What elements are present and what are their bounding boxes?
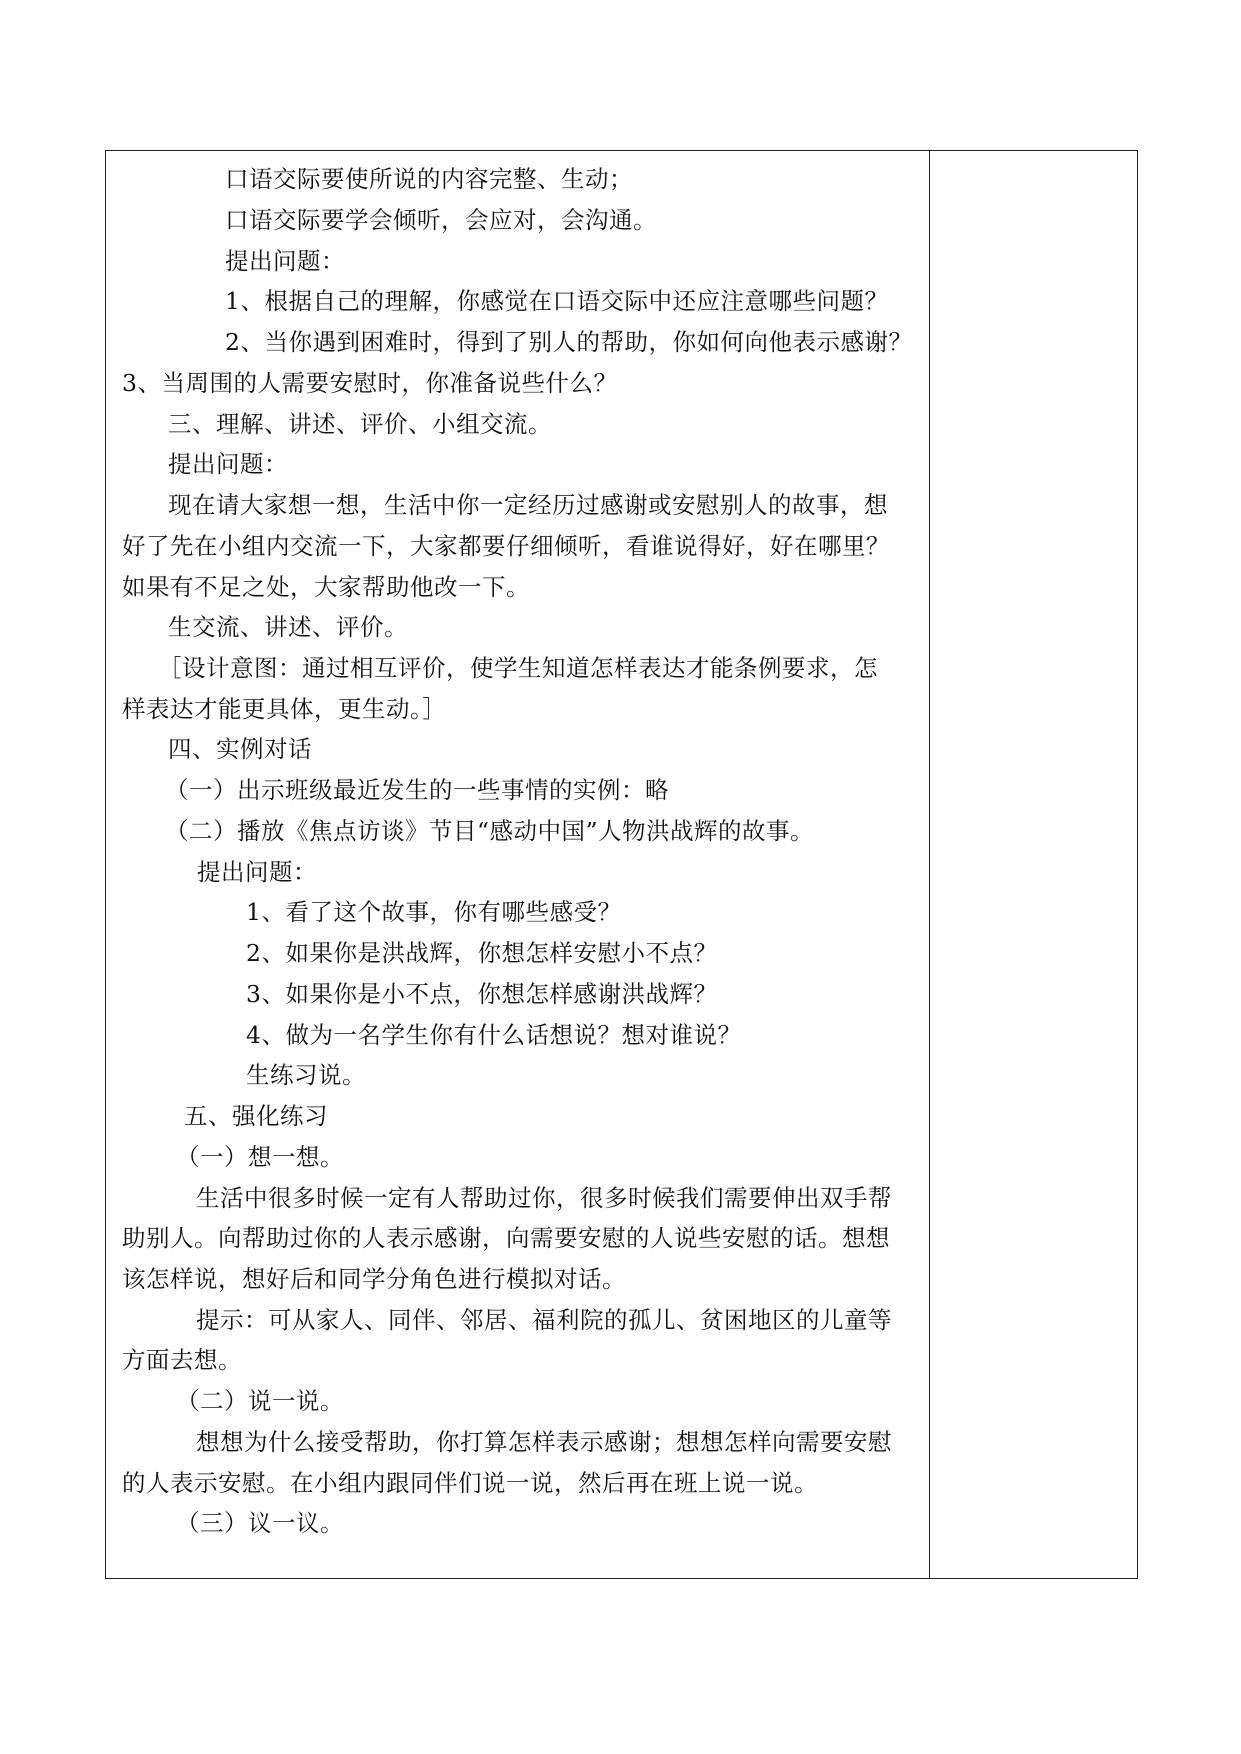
text-line: 4、做为一名学生你有什么话想说？想对谁说？ [246, 1021, 742, 1049]
text-line: 好了先在小组内交流一下，大家都要仔细倾听，看谁说得好，好在哪里？ [122, 532, 890, 560]
text-line: 口语交际要学会倾听，会应对，会沟通。 [225, 206, 657, 234]
text-line: 1、根据自己的理解，你感觉在口语交际中还应注意哪些问题？ [225, 287, 889, 315]
text-line: 生交流、讲述、评价。 [168, 613, 408, 641]
text-line: 三、理解、讲述、评价、小组交流。 [168, 410, 552, 438]
text-line: 3、当周围的人需要安慰时，你准备说些什么？ [122, 369, 618, 397]
text-line: 生练习说。 [246, 1061, 366, 1089]
text-line: 提出问题： [225, 247, 345, 275]
text-line: ［设计意图：通过相互评价，使学生知道怎样表达才能条例要求，怎 [158, 654, 878, 682]
text-line: 如果有不足之处，大家帮助他改一下。 [122, 573, 530, 601]
text-line: 的人表示安慰。在小组内跟同伴们说一说，然后再在班上说一说。 [122, 1469, 818, 1497]
text-line: 方面去想。 [122, 1346, 242, 1374]
text-line: 五、强化练习 [184, 1102, 328, 1130]
text-line: 四、实例对话 [168, 735, 312, 763]
text-line: 生活中很多时候一定有人帮助过你，很多时候我们需要伸出双手帮 [196, 1184, 892, 1212]
text-line: 提示：可从家人、同伴、邻居、福利院的孤儿、贫困地区的儿童等 [196, 1306, 892, 1334]
text-line: 2、当你遇到困难时，得到了别人的帮助，你如何向他表示感谢？ [225, 328, 913, 356]
text-line: 口语交际要使所说的内容完整、生动； [225, 165, 633, 193]
text-line: （二）播放《焦点访谈》节目“感动中国”人物洪战辉的故事。 [165, 817, 815, 845]
text-line: 2、如果你是洪战辉，你想怎样安慰小不点？ [246, 939, 718, 967]
text-line: （二）说一说。 [176, 1387, 344, 1415]
column-divider [929, 150, 930, 1579]
text-line: （一）想一想。 [176, 1143, 344, 1171]
text-line: 该怎样说，想好后和同学分角色进行模拟对话。 [122, 1265, 626, 1293]
text-line: 样表达才能更具体，更生动。］ [122, 695, 447, 723]
text-line: 现在请大家想一想，生活中你一定经历过感谢或安慰别人的故事，想 [168, 491, 888, 519]
text-line: 提出问题： [168, 450, 288, 478]
text-line: 助别人。向帮助过你的人表示感谢，向需要安慰的人说些安慰的话。想想 [122, 1224, 890, 1252]
text-line: （三）议一议。 [176, 1509, 344, 1537]
text-line: 想想为什么接受帮助，你打算怎样表示感谢；想想怎样向需要安慰 [196, 1428, 892, 1456]
text-line: （一）出示班级最近发生的一些事情的实例：略 [165, 776, 669, 804]
text-line: 1、看了这个故事，你有哪些感受？ [246, 898, 622, 926]
text-line: 3、如果你是小不点，你想怎样感谢洪战辉？ [246, 980, 718, 1008]
text-line: 提出问题： [197, 858, 317, 886]
